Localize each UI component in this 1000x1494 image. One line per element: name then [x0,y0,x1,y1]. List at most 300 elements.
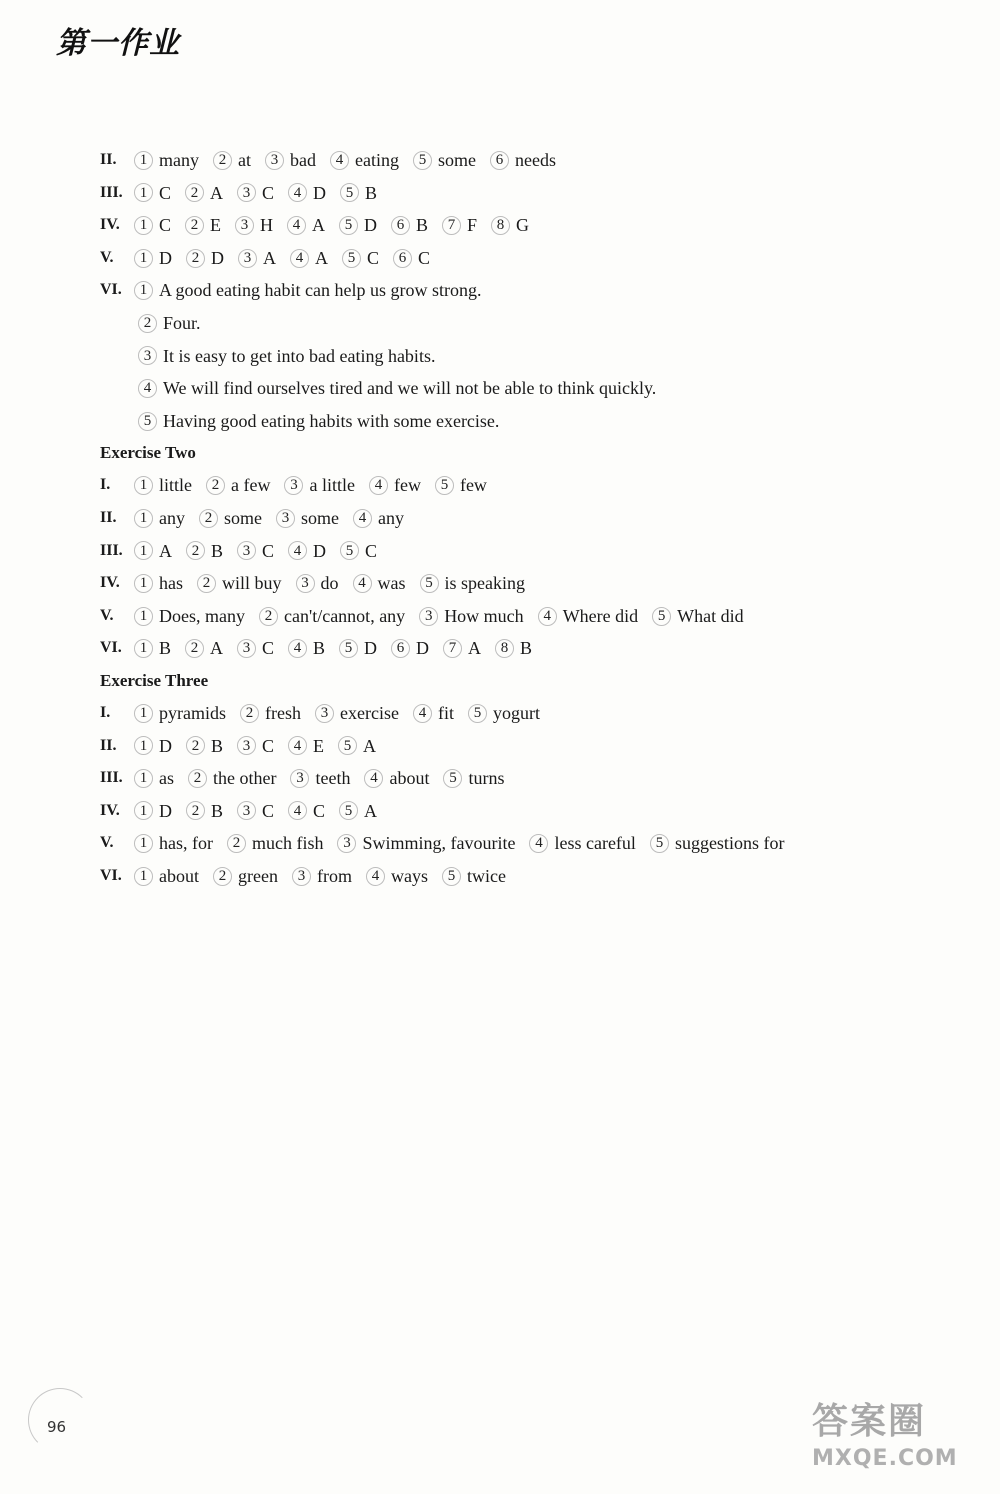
question-number: 1 [134,867,153,886]
answer-item [134,762,174,795]
question-number: 4 [138,379,157,398]
answer-item [315,697,399,730]
question-number: 3 [337,834,356,853]
answer-text: C [262,735,275,756]
answer-item [138,405,499,438]
question-number: 5 [443,769,462,788]
answer-item [288,535,326,568]
question-number: 3 [284,476,303,495]
answer-text: C [365,540,378,561]
question-number: 1 [134,801,153,820]
answer-text: teeth [315,768,351,789]
question-number: 8 [495,639,514,658]
watermark-site: MXQE.COM [812,1446,958,1471]
answer-item [134,730,172,763]
answer-item [443,632,481,665]
answer-text: A [312,215,326,236]
answer-item [134,274,481,307]
question-number: 5 [650,834,669,853]
answer-text: D [211,247,224,268]
question-number: 5 [420,574,439,593]
answer-text: Does, many [159,605,245,626]
answer-text: is speaking [444,573,526,594]
answer-item [284,469,354,502]
answer-item [337,827,515,860]
answer-item [468,697,540,730]
answer-line [100,762,960,795]
question-number: 3 [237,736,256,755]
answer-line [100,144,960,177]
answer-item [185,177,223,210]
answer-item [186,242,224,275]
answer-line [100,177,960,210]
question-number: 2 [188,769,207,788]
question-number: 3 [315,704,334,723]
answer-item [213,144,251,177]
answer-item [419,600,524,633]
question-number: 3 [276,509,295,528]
question-number: 5 [339,216,358,235]
question-number: 2 [186,249,205,268]
answer-text: some [224,507,262,528]
answer-text: about [389,768,430,789]
answer-item [134,469,192,502]
answer-text: D [364,215,378,236]
answer-text: fit [437,702,454,723]
answer-item [413,697,454,730]
answer-line [100,307,960,340]
answer-item [442,209,477,242]
answer-text: from [316,865,352,886]
answer-text: as [159,768,174,789]
question-number: 5 [340,183,359,202]
section-label: III. [100,183,123,201]
answer-item [134,177,171,210]
answer-item [197,567,282,600]
answer-text: few [393,475,421,496]
answer-text: green [238,865,278,886]
question-number: 4 [288,736,307,755]
answer-item [413,144,476,177]
exercise-heading: Exercise Three [100,670,209,690]
answer-text: suggestions for [674,833,785,854]
question-number: 5 [340,541,359,560]
question-number: 1 [134,736,153,755]
question-number: 3 [237,801,256,820]
answer-line [100,860,960,893]
answer-text: exercise [339,702,399,723]
question-number: 5 [339,801,358,820]
answer-text: much fish [251,833,324,854]
question-number: 3 [237,541,256,560]
question-number: 1 [134,509,153,528]
answer-item [366,860,428,893]
answer-line [100,730,960,763]
answer-text: A [263,247,276,268]
question-number: 5 [435,476,454,495]
section-label: I. [100,703,111,721]
section-label: I. [100,476,111,494]
question-number: 4 [529,834,548,853]
section-label: VI. [100,866,122,884]
answer-item [213,860,278,893]
answer-item [134,860,199,893]
question-number: 1 [134,607,153,626]
answer-text: can't/cannot, any [283,605,406,626]
answer-text: fresh [265,702,301,723]
question-number: 5 [468,704,487,723]
question-number: 3 [237,183,256,202]
answer-line [100,372,960,405]
answer-text: Having good eating habits with some exercise. [163,410,500,431]
answer-text: A [363,735,377,756]
question-number: 1 [134,769,153,788]
answer-text: D [313,182,327,203]
question-number: 7 [443,639,462,658]
answer-item [134,632,171,665]
answer-text: E [210,215,222,236]
answer-text: a little [309,475,355,496]
answer-line [100,827,960,860]
question-number: 3 [419,607,438,626]
answer-item [490,144,556,177]
question-number: 6 [490,151,509,170]
question-number: 1 [134,704,153,723]
answer-item [290,762,350,795]
answer-text: Four. [163,312,201,333]
answer-item [134,502,185,535]
answer-item [491,209,529,242]
answer-item [134,567,183,600]
question-number: 2 [206,476,225,495]
answer-line [100,242,960,275]
answer-item [185,632,223,665]
answer-item [342,242,379,275]
question-number: 1 [134,249,153,268]
answer-text: some [301,507,339,528]
answer-text: A [364,800,378,821]
question-number: 1 [134,151,153,170]
answer-text: C [262,540,275,561]
question-number: 5 [442,867,461,886]
watermark [812,1398,994,1490]
answer-item [235,209,273,242]
answer-item [238,242,276,275]
answer-line [100,567,960,600]
question-number: 1 [134,183,153,202]
answer-item [340,535,377,568]
section-label: IV. [100,216,120,234]
question-number: 2 [185,183,204,202]
question-number: 7 [442,216,461,235]
watermark-main: 答案圈 [812,1401,927,1442]
answer-text: needs [514,150,556,170]
question-number: 4 [287,216,306,235]
answer-item [134,827,213,860]
question-number: 3 [238,249,257,268]
answer-item [186,535,223,568]
question-number: 2 [197,574,216,593]
answer-item [296,567,339,600]
question-number: 6 [391,639,410,658]
answer-item [186,795,223,828]
answer-text: It is easy to get into bad eating habits. [163,345,436,366]
section-label: III. [100,541,123,559]
question-number: 4 [353,574,372,593]
answer-line [100,632,960,665]
section-label: VI. [100,281,122,299]
answer-item [435,469,487,502]
answer-line [100,502,960,535]
answer-item [529,827,635,860]
answer-item [240,697,301,730]
answer-text: less careful [554,833,636,854]
answer-text: C [262,800,275,821]
answer-text: B [313,638,326,659]
answer-text: B [365,182,378,203]
answer-text: any [378,507,404,528]
answer-text: D [159,247,172,268]
answer-text: What did [677,605,744,626]
answer-item [288,795,325,828]
question-number: 1 [134,574,153,593]
section-label: IV. [100,801,120,819]
question-number: 2 [138,314,157,333]
question-number: 4 [330,151,349,170]
answer-text: D [416,638,430,659]
answer-item [538,600,638,633]
question-number: 4 [366,867,385,886]
answer-text: D [313,540,327,561]
question-number: 3 [138,346,157,365]
question-number: 2 [259,607,278,626]
question-number: 2 [185,639,204,658]
section-label: IV. [100,574,120,592]
question-number: 4 [288,541,307,560]
answer-item [364,762,429,795]
section-label: III. [100,769,123,787]
answer-item [339,795,377,828]
answer-item [650,827,785,860]
answer-item [391,209,428,242]
answer-text: pyramids [159,702,226,723]
section-label: II. [100,151,117,168]
answer-text: B [211,540,224,561]
answer-text: a few [231,475,271,496]
section-label: VI. [100,639,122,657]
answer-text: B [416,215,429,236]
answer-item [393,242,430,275]
answer-item [134,242,172,275]
answer-text: B [211,800,224,821]
question-number: 3 [237,639,256,658]
answer-line [100,795,960,828]
question-number: 1 [134,476,153,495]
answer-item [276,502,339,535]
answer-text: B [211,735,224,756]
answer-text: at [238,150,251,170]
answer-item [339,632,377,665]
section-label: V. [100,606,114,624]
answer-text: B [159,638,172,659]
section-label: II. [100,508,117,526]
answer-item [134,144,199,177]
question-number: 1 [134,216,153,235]
answer-text: little [159,475,192,496]
answer-text: many [159,150,199,170]
question-number: 2 [240,704,259,723]
answer-text: was [377,573,406,594]
question-number: 5 [338,736,357,755]
answer-line [100,469,960,502]
answer-text: Swimming, favourite [362,833,516,854]
answer-text: We will find ourselves tired and we will not be able to think quickly. [163,378,657,399]
answer-item [391,632,429,665]
answer-item [188,762,276,795]
exercise-heading: Exercise Two [100,443,196,463]
question-number: 5 [413,151,432,170]
question-number: 5 [138,412,157,431]
answer-item [138,307,201,340]
answer-text: eating [355,150,399,170]
answer-item [259,600,405,633]
question-number: 4 [290,249,309,268]
answer-text: ways [390,865,428,886]
answer-item [340,177,377,210]
question-number: 3 [292,867,311,886]
answer-text: will buy [222,573,282,594]
answer-text: C [159,215,172,236]
answer-item [265,144,316,177]
answer-line [100,697,960,730]
answer-item [206,469,270,502]
question-number: 5 [652,607,671,626]
answer-text: C [262,638,275,659]
answer-item [134,795,172,828]
answer-item [292,860,352,893]
question-number: 4 [288,801,307,820]
answer-text: F [467,215,478,236]
answer-text: about [159,865,199,886]
question-number: 4 [353,509,372,528]
answer-line [100,535,960,568]
answer-line [100,600,960,633]
question-number: 2 [186,541,205,560]
answer-text: some [437,150,476,170]
answer-item [353,502,404,535]
answer-item [443,762,504,795]
question-number: 1 [134,281,153,300]
answer-text: How much [444,605,524,626]
answer-item [339,209,377,242]
answer-text: few [459,475,487,496]
answer-item [495,632,532,665]
section-label: V. [100,248,114,266]
question-number: 4 [369,476,388,495]
answer-text: D [159,800,172,821]
answer-text: A [159,540,172,561]
answer-item [420,567,526,600]
answer-item [199,502,262,535]
section-label: II. [100,736,117,754]
answer-item [134,697,226,730]
question-number: 2 [227,834,246,853]
answer-line [100,274,960,307]
question-number: 2 [213,151,232,170]
question-number: 3 [290,769,309,788]
answer-item [369,469,421,502]
section-label: V. [100,834,114,852]
answer-text: do [320,573,339,594]
answer-line [100,209,960,242]
question-number: 4 [288,183,307,202]
answer-item [330,144,399,177]
question-number: 5 [342,249,361,268]
question-number: 8 [491,216,510,235]
question-number: 2 [186,801,205,820]
question-number: 2 [213,867,232,886]
question-number: 4 [538,607,557,626]
question-number: 6 [391,216,410,235]
answer-line [100,340,960,373]
answer-content [100,144,960,892]
answer-text: A [210,182,224,203]
question-number: 6 [393,249,412,268]
answer-text: C [418,247,431,268]
answer-item [353,567,406,600]
answer-item [138,340,435,373]
answer-item [287,209,325,242]
answer-line [100,405,960,438]
answer-text: H [260,215,274,236]
answer-text: A [210,638,224,659]
answer-text: C [159,182,172,203]
question-number: 4 [364,769,383,788]
answer-item [237,730,274,763]
answer-item [134,535,172,568]
answer-item [186,730,223,763]
answer-text: A [315,247,328,268]
page-number-text: 96 [47,1418,67,1436]
answer-text: D [364,638,378,659]
answer-item [134,600,245,633]
answer-text: has [159,573,183,594]
answer-item [288,632,325,665]
answer-text: C [313,800,326,821]
answer-text: B [520,638,533,659]
question-number: 2 [186,736,205,755]
question-number: 2 [199,509,218,528]
answer-text: has, for [159,833,213,854]
question-number: 1 [134,639,153,658]
answer-text: C [367,247,380,268]
answer-item [237,632,274,665]
answer-text: A good eating habit can help us grow strong. [159,280,482,301]
answer-item [288,730,324,763]
answer-text: turns [468,768,505,789]
question-number: 3 [235,216,254,235]
answer-text: Where did [562,605,639,626]
answer-item [237,535,274,568]
answer-item [288,177,326,210]
answer-item [442,860,506,893]
answer-text: D [159,735,172,756]
question-number: 1 [134,834,153,853]
question-number: 3 [265,151,284,170]
header-logo: 第一作业 [56,26,180,61]
answer-text: G [516,215,530,236]
answer-item [237,795,274,828]
